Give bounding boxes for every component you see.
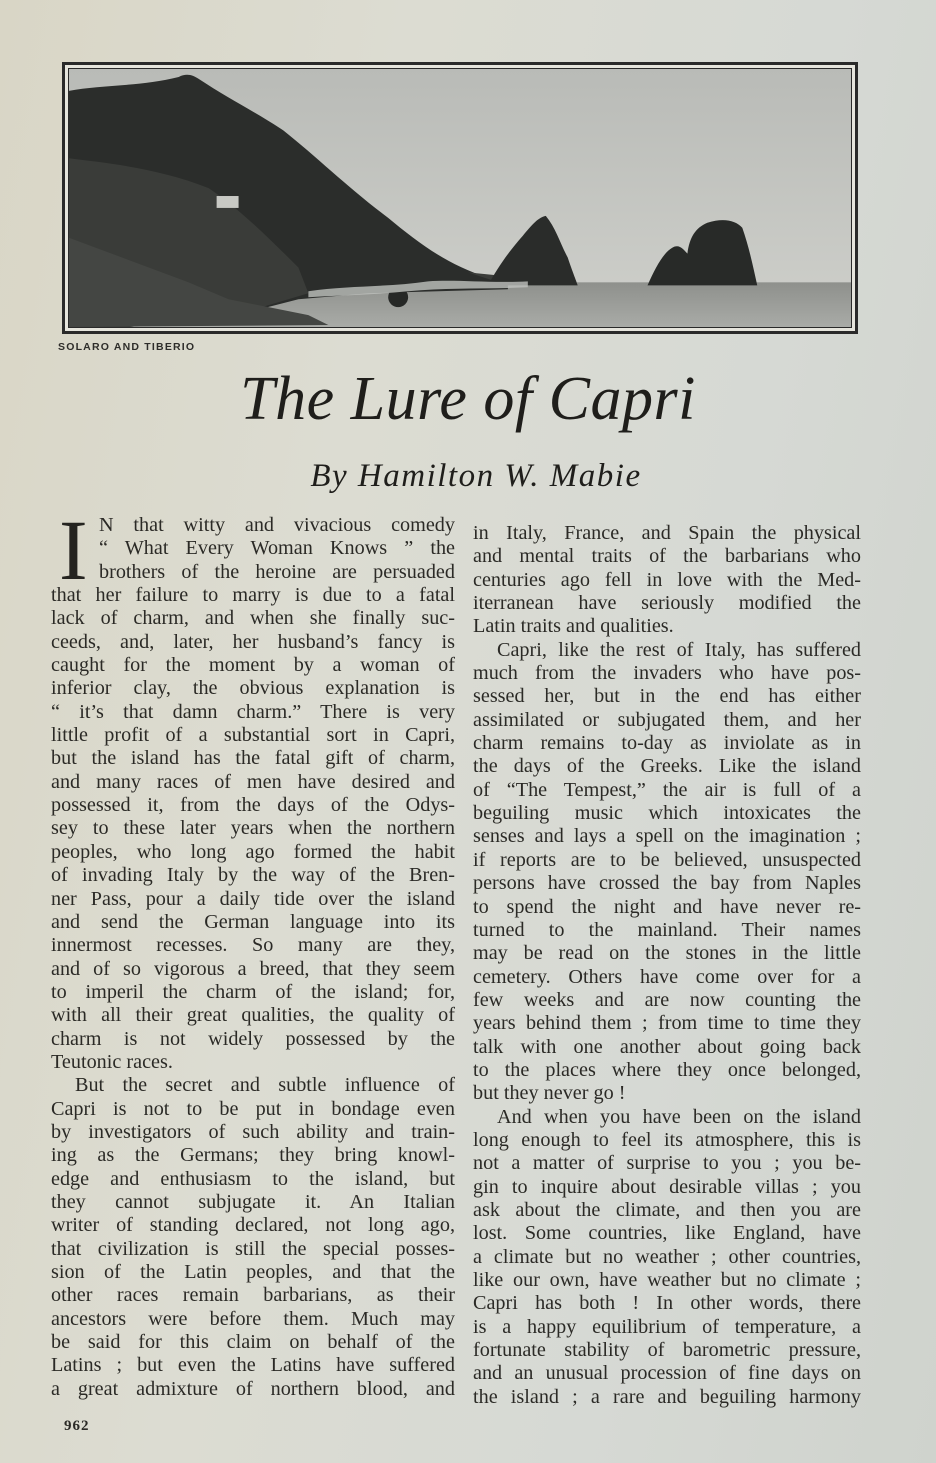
text-line: sey to these later years when the northern: [51, 817, 455, 840]
text-line: writer of standing declared, not long ago,: [51, 1214, 455, 1237]
text-line: senses and lays a spell on the imagination ;: [473, 825, 861, 848]
text-line: and mental traits of the barbarians who: [473, 545, 861, 568]
text-line: beguiling music which intoxicates the: [473, 802, 861, 825]
text-line: Latins ; but even the Latins have suffered: [51, 1354, 455, 1377]
right-column: [473, 522, 861, 1409]
text-line: Capri, like the rest of Italy, has suffered: [497, 638, 861, 661]
text-line: of “The Tempest,” the air is full of a: [473, 778, 861, 801]
text-line: and an unusual procession of fine days on: [473, 1362, 861, 1385]
text-line: cemetery. Others have come over for a: [473, 965, 861, 988]
text-line: long enough to feel its atmosphere, this is: [473, 1128, 861, 1151]
text-line: inferior clay, the obvious explanation is: [51, 677, 455, 700]
text-line: talk with one another about going back: [473, 1035, 861, 1058]
text-line: but the island has the fatal gift of charm,: [51, 747, 455, 770]
text-line: assimilated or subjugated them, and her: [473, 708, 861, 731]
text-line: sessed her, but in the end has either: [473, 685, 861, 708]
text-line: by investigators of such ability and train-: [51, 1120, 455, 1143]
text-line: And when you have been on the island: [497, 1105, 861, 1128]
text-line: ing as the Germans; they bring knowl-: [51, 1144, 455, 1167]
text-line: they cannot subjugate it. An Italian: [51, 1190, 455, 1213]
photo-caption: SOLARO AND TIBERIO: [58, 341, 196, 353]
text-line: in Italy, France, and Spain the physical: [473, 522, 861, 544]
text-line: years behind them ; from time to time they: [473, 1012, 861, 1035]
article-byline: By Hamilton W. Mabie: [310, 458, 642, 494]
text-line: other races remain barbarians, as their: [51, 1284, 455, 1307]
text-line: Latin traits and qualities.: [473, 615, 674, 638]
text-line: and send the German language into its: [51, 910, 455, 933]
text-line: and many races of men have desired and: [51, 770, 455, 793]
text-line: centuries ago fell in love with the Med-: [473, 568, 861, 591]
text-line: to the places where they once belonged,: [473, 1058, 861, 1081]
text-line: possessed it, from the days of the Odys-: [51, 794, 455, 817]
page-number: 962: [64, 1418, 90, 1434]
text-line: turned to the mainland. Their names: [473, 918, 861, 941]
text-line: charm is not widely possessed by the: [51, 1027, 455, 1050]
text-line: ceeds, and, later, her husband’s fancy is: [51, 630, 455, 653]
text-line: gin to inquire about desirable villas ; you: [473, 1175, 861, 1198]
text-line: that civilization is still the special posses-: [51, 1237, 455, 1260]
text-line: Capri is not to be put in bondage even: [51, 1097, 455, 1120]
text-line: edge and enthusiasm to the island, but: [51, 1167, 455, 1190]
text-line: brothers of the heroine are persuaded: [99, 560, 455, 583]
text-line: lack of charm, and when she finally suc-: [51, 607, 455, 630]
text-line: Capri has both ! In other words, there: [473, 1292, 861, 1315]
text-line: charm remains to-day as inviolate as in: [473, 732, 861, 755]
text-line: innermost recesses. So many are they,: [51, 934, 455, 957]
text-line: caught for the moment by a woman of: [51, 654, 455, 677]
text-line: to imperil the charm of the island; for,: [51, 980, 455, 1003]
text-line: if reports are to be believed, unsuspected: [473, 848, 861, 871]
capri-coast-illustration: [69, 69, 851, 327]
text-line: to spend the night and have never re-: [473, 895, 861, 918]
text-line: the island ; a rare and beguiling harmony: [473, 1385, 861, 1408]
text-line: lost. Some countries, like England, have: [473, 1222, 861, 1245]
text-line: is a happy equilibrium of temperature, a: [473, 1315, 861, 1338]
text-line: “ it’s that damn charm.” There is very: [51, 700, 455, 723]
text-line: may be read on the stones in the little: [473, 942, 861, 965]
drop-cap: I: [59, 502, 88, 598]
text-line: of invading Italy by the way of the Bren-: [51, 864, 455, 887]
text-line: ask about the climate, and then you are: [473, 1198, 861, 1221]
text-line: that her failure to marry is due to a fatal: [51, 584, 455, 607]
text-line: sion of the Latin peoples, and that the: [51, 1261, 455, 1283]
text-line: peoples, who long ago formed the habit: [51, 840, 455, 863]
text-line: N that witty and vivacious comedy: [99, 514, 455, 536]
text-line: with all their great qualities, the quality of: [51, 1004, 455, 1027]
text-line: “ What Every Woman Knows ” the: [99, 537, 455, 560]
photo-frame: [62, 62, 858, 334]
text-line: and of so vigorous a breed, that they seem: [51, 957, 455, 980]
text-line: ancestors were before them. Much may: [51, 1307, 455, 1330]
capri-coast-photo: [68, 68, 852, 328]
article-title: The Lure of Capri: [240, 365, 696, 433]
text-line: iterranean have seriously modified the: [473, 592, 861, 615]
text-line: But the secret and subtle influence of: [75, 1074, 455, 1097]
text-line: be said for this claim on behalf of the: [51, 1331, 455, 1354]
text-line: like our own, have weather but no climate ;: [473, 1269, 861, 1291]
text-line: ner Pass, pour a daily tide over the island: [51, 887, 455, 910]
text-line: but they never go !: [473, 1082, 626, 1105]
text-line: a great admixture of northern blood, and: [51, 1377, 455, 1400]
text-line: little profit of a substantial sort in Capri,: [51, 724, 455, 747]
text-line: fortunate stability of barometric pressure,: [473, 1339, 861, 1362]
text-line: the days of the Greeks. Like the island: [473, 755, 861, 778]
left-column: [51, 502, 455, 1401]
text-line: a climate but no weather ; other countries,: [473, 1245, 861, 1268]
text-line: much from the invaders who have pos-: [473, 662, 861, 685]
text-line: Teutonic races.: [51, 1050, 173, 1073]
text-line: few weeks and are now counting the: [473, 988, 861, 1011]
text-line: not a matter of surprise to you ; you be-: [473, 1152, 861, 1175]
text-line: persons have crossed the bay from Naples: [473, 872, 861, 895]
